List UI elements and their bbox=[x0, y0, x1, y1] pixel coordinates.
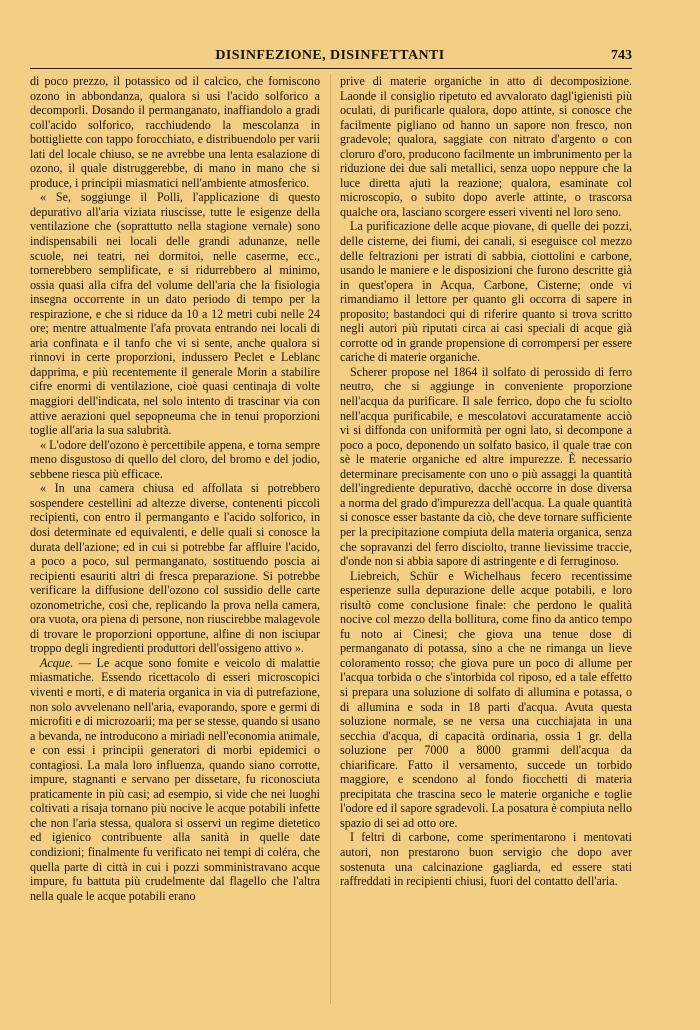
paragraph: La purificazione delle acque piovane, di quelle dei pozzi, delle cisterne, dei fiumi, dei canali, si eseguisce col mezzo delle feltrazioni per istrati di sabbia, ciottolini e carbone, usando le maniere e le disposizioni che furono descritte già in quest'opera in Acqua, Carbone, Cisterne; onde vi rimandiamo il lettore per quanto gli occorra di sapere in proposito; bastandoci qui di riferire quanto si trova scritto negli autori più riputati circa ai casi speciali di acque già corrotte od in grande propensione di corrompersi per essere cariche di materie organiche. bbox=[340, 219, 632, 365]
paragraph: « In una camera chiusa ed affollata si potrebbero sospendere cestellini ad altezze diverse, contenenti piccoli recipienti, con entro il permanganto e l'acido solforico, in dosi determinate ed equivalenti, e delle quali si conosce la durata dell'azione; ed in cui si potrebbe far affluire l'acido, a poco a poco, sul permanganato, sostituendo poscia ai recipienti esauriti altri di fresca preparazione. Si potrebbe verificare la diffusione dell'ozono col sussidio delle carte ozonometriche, così che, replicando la prova nella camera, ora vuota, ora piena di persone, non riuscirebbe malagevole di trovare le proporzioni opportune, alfine di non isciupar troppo degli ingredienti produttori dell'ossigeno attivo ». bbox=[30, 481, 320, 656]
paragraph-acque bbox=[30, 656, 320, 903]
left-column bbox=[30, 74, 320, 1004]
paragraph: « L'odore dell'ozono è percettibile appena, e torna sempre meno disgustoso di quello del cloro, del bromo e del jodio, sebbene riesca più efficace. bbox=[30, 437, 320, 481]
page-number: 743 bbox=[611, 48, 632, 63]
page-header bbox=[30, 46, 630, 68]
header-rule bbox=[30, 68, 632, 69]
paragraph: Liebreich, Schür e Wichelhaus fecero recentissime esperienze sulla depurazione delle acque potabili, e loro risultò come conclusione finale: che perdono le qualità nocive col mezzo della bollitura, come fino da antico tempo fu noto ai Cinesi; che giova una tenue dose di permanganato di potassa, sino a che ne rimanga un lieve coloramento rosso; che giova pure un poco di allume per l'acqua torbida o che s'intorbida col riposo, ed a tale effetto si prepara una soluzione di solfato di allumina e potassa, o di allumina e soda in 18 parti d'acqua. Avuta questa soluzione normale, se ne versa una cucchiajata in una secchia d'acqua, di capacità ordinaria, ossia 1 gr. della soluzione per 7000 a 8000 grammi dell'acqua da chiarificare. Fatto il versamento, succede un torbido maggiore, e scendono al fondo fiocchetti di materia precipitata che trascina seco le materie organiche e toglie l'odore ed il sapore sgradevoli. La posatura è compiuta nello spazio di sei ad otto ore. bbox=[340, 568, 632, 830]
column-divider bbox=[330, 74, 331, 1004]
paragraph-text: — Le acque sono fomite e veicolo di malattie miasmatiche. Essendo ricettacolo di esseri microscopici viventi e morti, e di materia organica in via di putrefazione, non solo avvelenano nell'aria, evaporando, spore e germi di microfiti e di microzoarii; ma per se stesse, quando si usano a bevanda, ne introducono a miriadi nell'economia animale, e con essi i principii generatori di morbi epidemici o contagiosi. La mala loro influenza, quando siano corrotte, impure, stagnanti e servano per dissetare, fu riconosciuta praticamente in più casi; ad esempio, si vide che nei luoghi coltivati a risaja tornano più nocive le acque potabili infette che non l'aria stessa, qualora si osservi un regime dietetico ed igienico contribuente alla sanità in quelle date condizioni; finalmente fu verificato nei tempi di coléra, che quella parte di città in cui i pozzi somministravano acque impure, fu battuta più crudelmente dal flagello che l'altra nella quale le acque potabili erano bbox=[30, 655, 320, 903]
paragraph: I feltri di carbone, come sperimentarono i mentovati autori, non prestarono buon servigio che dopo aver sostenuta una calcinazione gagliarda, ed essere stati raffreddati in recipienti chiusi, fuori del contatto dell'aria. bbox=[340, 830, 632, 889]
paragraph: Scherer propose nel 1864 il solfato di perossido di ferro neutro, che si aggiunge in conveniente proporzione nell'acqua da purificare. Il sale ferrico, dopo che fu sciolto nell'acqua purificabile, e mescolatovi accuratamente acciò vi si diffonda con uniformità per ogni lato, si decompone a poco a poco, deponendo un solfato basico, il quale trae con sè le materie organiche ed altre impurezze. È necessario determinare precisamente con uno o più assaggi la quantità dell'ingrediente depurativo, dacchè occorre in dose diversa a norma del grado d'impurezza dell'acqua. La quale quantità si conosce esser bastante da ciò, che deve tornare sufficiente per la precipitazione compiuta della materia organica, senza che sopravanzi del ferro disciolto, tranne lievissime traccie, d'onde non si abbia sapore di astringente e di ferruginoso. bbox=[340, 364, 632, 569]
right-column bbox=[340, 74, 632, 1004]
running-title: DISINFEZIONE, DISINFETTANTI bbox=[215, 48, 445, 63]
section-lead: Acque. bbox=[40, 655, 74, 670]
paragraph: di poco prezzo, il potassico od il calcico, che forniscono ozono in abbondanza, qualora si usi l'acido solforico a decomporli. Dosando il permanganato, inaffiandolo a gradi coll'acido solforico, racchiudendo la mescolanza in bottigliette con tappo forocchiato, e distribuendolo per varii lati del locale chiuso, se ne avrebbe una lenta esalazione di ozono, il quale distruggerebbe, di mano in mano che si produce, i principii miasmatici nell'ambiente atmosferico. bbox=[30, 74, 320, 190]
paragraph: prive di materie organiche in atto di decomposizione. Laonde il consiglio ripetuto ed avvalorato dagl'igienisti più oculati, di purificarle qualora, dopo attinte, si conosce che facilmente pigliano od hanno un sapore non fresco, non gradevole; qualora, saggiate con nitrato d'argento o con cloruro d'oro, producono facilmente un imbrunimento per la riduzione dei due sali metallici, senza uopo neppure che la luce diretta ajuti la reazione; qualora, esaminate col microscopio, o subito dopo averle attinte, o trascorsa qualche ora, lasciano scorgere esseri viventi nel loro seno. bbox=[340, 74, 632, 219]
paragraph: « Se, soggiunge il Polli, l'applicazione di questo depurativo all'aria viziata riuscisse, tutte le esigenze della ventilazione che (soprattutto nella stagione vernale) sono indispensabili nei locali delle grandi adunanze, nelle scuole, nei teatri, nei dormitoi, nelle caserme, ecc., tornerebbero semplificate, e si ridurrebbero al minimo, ossia quasi alla cifra del volume dell'aria che la fisiologia insegna occorrente in un dato periodo di tempo per la respirazione, e che si riduce da 10 a 12 metri cubi nelle 24 ore; mentre attualmente l'afa provata entrando nei locali di aria confinata e il tanfo che vi si sente, anche qualora si rinnovi in certe proporzioni, indussero Peclet e Leblanc dapprima, e più recentemente il generale Morin a stabilire cifre enormi di ventilazione, cioè quasi centinaja di volte maggiori dell'indicata, nel solo intento di trascinar via con attive aerazioni quel sepopneuma che in tenui proporzioni toglie all'aria la sua salubrità. bbox=[30, 190, 320, 438]
